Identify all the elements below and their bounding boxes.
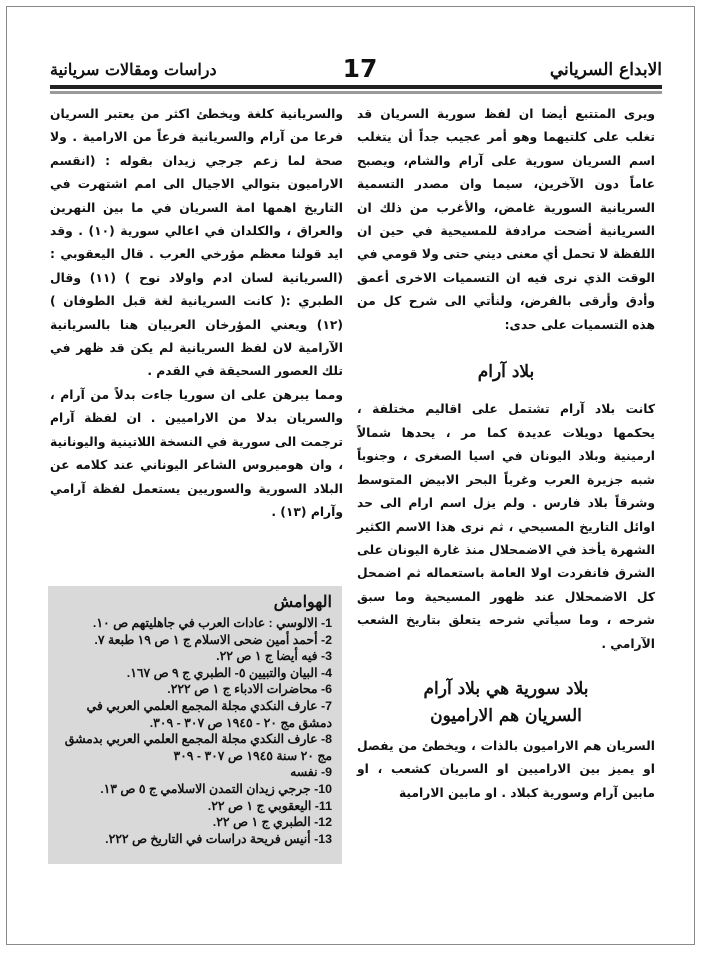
text-line: التاريخ اهمها امة السريان في ما بين النهرين bbox=[50, 200, 343, 215]
magazine-title: الابداع السرياني bbox=[549, 60, 662, 80]
text-line: ذلك ان السريانية أضحت مرادفة للمسيحية في bbox=[357, 200, 655, 239]
text-line: المتوسط وشرقاً بلاد فارس . ولم يزل اسم ارام bbox=[357, 472, 656, 511]
text-line: تغلب على كلتيهما وهو أمر عجيب جداً أن bbox=[398, 130, 655, 145]
footnote-item: 1- الالوسي : عادات العرب في جاهليتهم ص ١٠. bbox=[92, 616, 332, 630]
text-line: الآرامية لان لفظ السريانية لم يكن قد ظهر في bbox=[50, 341, 343, 356]
text-line: الاراميون بتوالي الاجيال الى امم اشتهرت في bbox=[50, 177, 343, 192]
text-line: شبه جزيرة العرب وغرباً البحر الابيض bbox=[419, 472, 656, 487]
text-line: الاخرى أعمق وأدق وأرقى بالفرض، ولنأتي الى bbox=[357, 270, 656, 309]
header-rule-grey bbox=[50, 91, 662, 94]
section-title: دراسات ومقالات سريانية bbox=[50, 60, 217, 79]
text-line: (السريانية لسان ادم واولاد نوح ) (١١) وقال bbox=[50, 270, 343, 285]
text-line: واليونانية ، وان هوميروس الشاعر اليوناني عند bbox=[50, 434, 343, 473]
paragraph-continuation bbox=[50, 103, 343, 384]
footnotes-title: الهوامش bbox=[273, 592, 332, 611]
footnote-item: مج ٢٠ سنة ١٩٤٥ ص ٣٠٧ - ٣٠٩ bbox=[173, 748, 332, 763]
footnotes-box bbox=[48, 586, 342, 864]
text-line: يتغلب اسم السريان سورية على آرام والشام، bbox=[357, 130, 655, 168]
text-line: فرعا من آرام والسريانية فرعاً من الارامية . ولا bbox=[50, 130, 343, 145]
footnote-item: 4- البيان والتبيين ٥- الطبري ج ٩ ص ١٦٧. bbox=[126, 665, 332, 680]
page-number: 17 bbox=[342, 54, 378, 83]
text-line: الاسم الكثير الشهرة يأخذ في الاضمحلال منذ bbox=[357, 519, 656, 557]
text-line: يتعلق بتاريخ الشعب الآرامي . bbox=[357, 613, 655, 651]
footnote-item: دمشق مج ٢٠ - ١٩٤٥ ص ٣٠٧ - ٣٠٩. bbox=[149, 715, 332, 730]
text-line: كلامه عن البلاد السورية والسوريين يستعمل bbox=[50, 458, 344, 496]
footnote-item: 7- عارف النكدي مجلة المجمع العلمي العربي في bbox=[86, 698, 332, 713]
text-line: والسريان بدلا من الاراميين . ان لفظة آرام bbox=[50, 411, 343, 426]
text-line: ويرى المتتبع أيضا ان لفظ سورية السريان قد bbox=[357, 107, 655, 121]
footnote-item: 12- الطبري ج ١ ص ٢٢. bbox=[212, 815, 332, 830]
text-line: (١٢) ويعني المؤرخان العربيان هنا بالسريانية bbox=[50, 317, 343, 332]
text-line: كانت بلاد آرام تشتمل على اقاليم مختلفة ، bbox=[357, 402, 655, 417]
header-rule bbox=[50, 85, 662, 89]
text-line: تلك العصور السحيقة في القدم . bbox=[147, 364, 343, 379]
heading-syriacs-are-arameans: السريان هم الاراميون bbox=[430, 706, 582, 727]
paragraph-proof bbox=[50, 384, 343, 524]
footnote-item: 6- محاضرات الادباء ج ١ ص ٢٢٢. bbox=[167, 682, 332, 697]
text-line: السريان هم الاراميون بالذات ، ويخطئ من bbox=[398, 738, 655, 753]
text-line: والسريانية كلغة ويخطئ اكثر من يعتبر السريان bbox=[50, 107, 343, 121]
footnote-item: 2- أحمد أمين ضحى الاسلام ج ١ ص ١٩ طبعة ٧. bbox=[94, 632, 332, 647]
heading-aram: بلاد آرام bbox=[477, 362, 535, 383]
text-line: ارمينية وبلاد اليونان في اسيا الصغرى ، وجنوباً bbox=[357, 449, 655, 464]
text-line: ترجمت الى سورية في النسخة اللاتينية bbox=[109, 434, 343, 449]
text-line: والعراق ، والكلدان في اعالي سورية (١٠) . وقد ايد bbox=[50, 224, 344, 262]
text-line: يفصل او يميز بين الاراميين او السريان كشعب ، bbox=[357, 738, 656, 777]
text-line: شرح كل من هذه التسميات على حدى: bbox=[357, 294, 655, 332]
text-line: يحكمها دويلات عديدة كما مر ، يحدها شمالاً bbox=[357, 425, 655, 440]
intro-paragraph bbox=[357, 103, 655, 337]
text-line: المسيحية وما سبق شرحه ، وما سيأتي شرحه bbox=[357, 589, 655, 628]
text-line: الى حد اوائل التاريخ المسيحي ، ثم نرى هذا bbox=[357, 496, 656, 534]
text-line: ويصبح عاماً دون الآخرين، سيما وان مصدر bbox=[357, 153, 655, 192]
text-line: صحة لما زعم جرجي زيدان بقوله : (انقسم bbox=[50, 153, 343, 168]
text-line: باستعماله ثم اضمحل كل الاضمحلال عند ظهور bbox=[357, 566, 655, 604]
text-line: ومما يبرهن على ان سوريا جاءت بدلاً من آرام ، bbox=[50, 387, 343, 402]
text-line: التسمية السريانية السورية غامض، والأغرب من bbox=[357, 177, 656, 215]
text-line: لفظة آرامي وآرام (١٣) . bbox=[50, 481, 343, 519]
footnote-item: 11- اليعقوبي ج ١ ص ٢٢. bbox=[207, 798, 332, 813]
text-line: غارة اليونان على الشرق فانفردت اولا العامة bbox=[357, 542, 655, 581]
footnote-item: 9- نفسه bbox=[290, 765, 332, 780]
page-header bbox=[50, 54, 662, 100]
footnote-item: 8- عارف النكدي مجلة المجمع العلمي العربي بدمشق bbox=[64, 732, 332, 747]
footnote-item: 10- جرجي زيدان التمدن الاسلامي ج ٥ ص ١٣. bbox=[100, 781, 332, 796]
footnotes-list bbox=[58, 615, 332, 847]
footnote-item: 3- فيه أيضا ج ١ ص ٢٢. bbox=[216, 649, 332, 664]
aram-paragraph bbox=[357, 398, 655, 655]
text-line: او مابين آرام وسورية كبلاد . او مابين الارامية bbox=[357, 762, 655, 800]
text-line: قولنا معظم مؤرخي العرب . قال اليعقوبي : bbox=[50, 247, 322, 262]
left-column bbox=[50, 103, 343, 524]
text-line: الطبري :( كانت السريانية لغة قبل الطوفان ) bbox=[50, 294, 343, 309]
text-line: قومي في الوقت الذي نرى فيه ان التسميات bbox=[357, 247, 655, 285]
text-line: حين ان اللفظة لا تحمل أي معنى ديني حتى ولا bbox=[357, 224, 655, 262]
syriacs-paragraph bbox=[357, 735, 655, 805]
heading-syria-is-aram: بلاد سورية هي بلاد آرام bbox=[423, 678, 589, 699]
footnote-item: 13- أنيس فريحة دراسات في التاريخ ص ٢٢٢. bbox=[105, 831, 332, 846]
right-column bbox=[357, 103, 655, 805]
